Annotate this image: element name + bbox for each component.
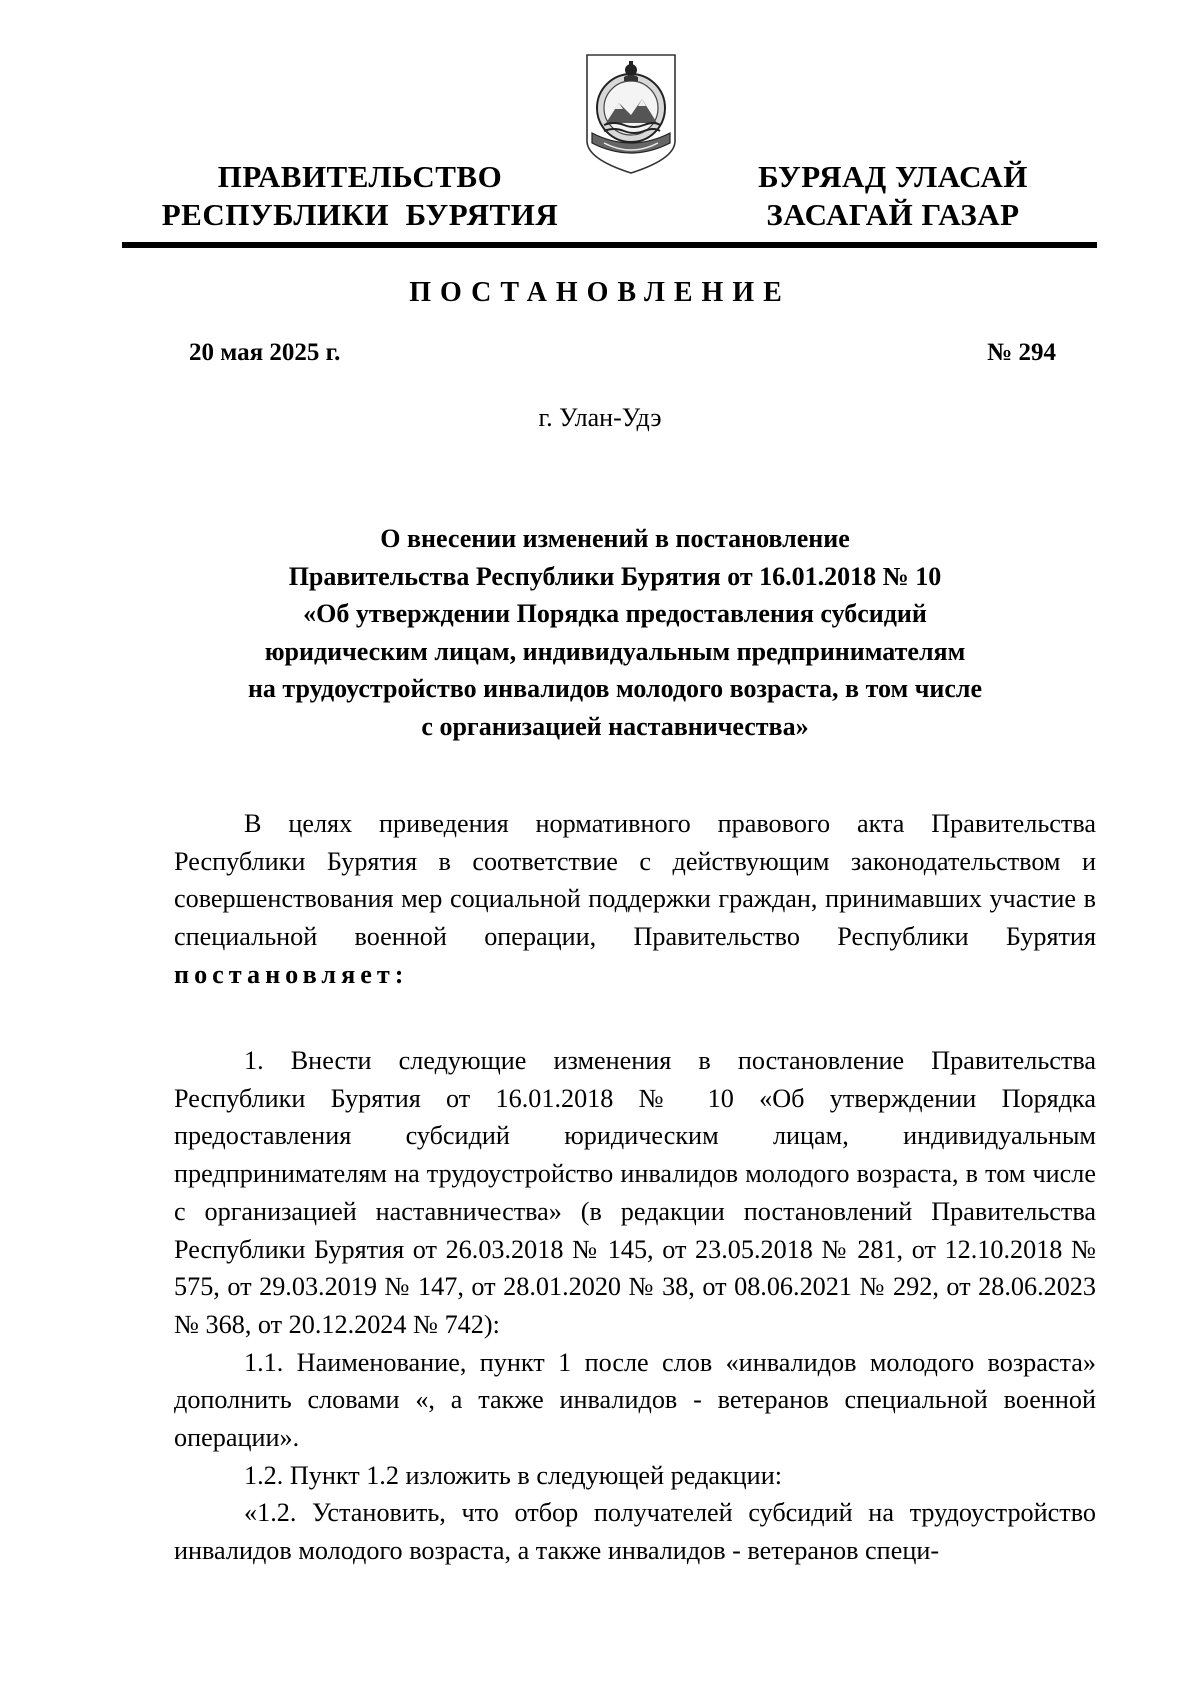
resolution-item: 1.2. Пункт 1.2 изложить в следующей редакции: [244, 1460, 782, 1490]
resolution-item: 1. Внести следующие изменения в постановление Правительства Республики Бурятия от 16.01.2018 № 10 «Об утверждении Порядка предоставления субсидий юридическим лицам, индивидуальным предпринимателям на трудоустройство инвалидов молодого возраста, в том числе с организацией наставничества» (в редакции постановлений Правительства Республики Бурятия от 26.03.2018 № 145, от 23.05.2018 № 281, от 12.10.2018 № 575, от 29.03.2019 № 147, от 28.01.2020 № 38, от 08.06.2021 № 292, от 28.06.2023 № 368, от 20.12.2024 № 742): [174, 1046, 1096, 1339]
document-city: г. Улан-Удэ [538, 403, 662, 432]
title-line: «Об утверждении Порядка предоставления субсидий [303, 599, 927, 629]
title-line: Правительства Республики Бурятия от 16.01.2018 № 10 [288, 561, 942, 591]
document-title [150, 520, 1080, 746]
title-line: с организацией наставничества» [421, 711, 809, 741]
title-line: О внесении изменений в постановление [380, 524, 850, 553]
org-name-buryat-line: БУРЯАД УЛАСАЙ [758, 159, 1028, 194]
document-type: ПОСТАНОВЛЕНИЕ [409, 277, 791, 308]
preamble-paragraph [174, 805, 1096, 994]
preamble-text: В целях приведения нормативного правового акта Правительства Республики Бурятия в соответствие с действующим законодательством и совершенствования мер социальной поддержки граждан, принимавших участие в специальной военной операции, Правительство Республики Бурятия [174, 809, 1096, 952]
org-name-buryat-line: ЗАСАГАЙ ГАЗАР [766, 197, 1020, 232]
org-name-russian [160, 158, 560, 234]
document-date: 20 мая 2025 г. [189, 339, 341, 366]
title-line: юридическим лицам, индивидуальным предпринимателям [264, 636, 966, 666]
org-name-russian-line: РЕСПУБЛИКИ БУРЯТИЯ [161, 197, 559, 232]
resolution-item: «1.2. Установить, что отбор получателей субсидий на трудоустройство инвалидов молодого возраста, а также инвалидов - ветеранов специ- [174, 1498, 1096, 1566]
preamble-emphasis: постановляет: [174, 959, 409, 989]
preamble [174, 805, 1096, 994]
resolution-items [174, 1042, 1096, 1570]
resolution-item: 1.1. Наименование, пункт 1 после слов «инвалидов молодого возраста» дополнить словами «, а также инвалидов - ветеранов специальной военной операции». [174, 1347, 1096, 1453]
org-name-buryat [718, 158, 1068, 234]
coat-of-arms-buryatia-icon [584, 53, 678, 175]
org-name-russian-line: ПРАВИТЕЛЬСТВО [217, 159, 503, 194]
title-line: на трудоустройство инвалидов молодого возраста, в том числе [247, 674, 983, 704]
document-number: № 294 [987, 339, 1056, 366]
header-divider [122, 242, 1097, 248]
